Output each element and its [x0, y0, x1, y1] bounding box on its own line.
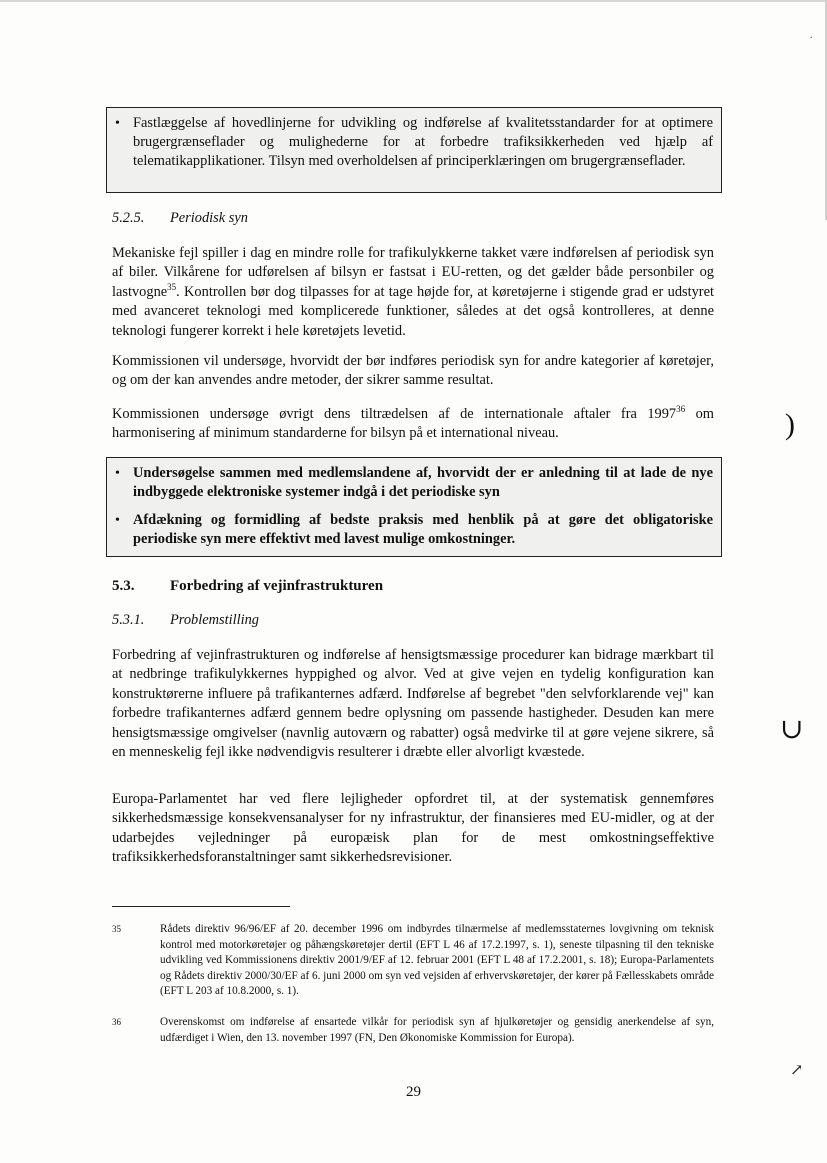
action-box-periodic-inspection	[106, 457, 722, 557]
footnote-36	[112, 1015, 714, 1046]
paragraph-commission-investigate: Kommissionen vil undersøge, hvorvidt der bør indføres periodisk syn for andre kategorier af køretøjer, og om der kan anvendes andre metoder, der sikrer samme resultat.	[112, 353, 714, 389]
action-box-telematics	[106, 107, 722, 193]
action-bullet-item	[115, 464, 713, 502]
paragraph-text: Mekaniske fejl spiller i dag en mindre rolle for trafikulykkerne takket være indførelsen af periodisk syn af biler. Vilkårene for udførelsen af bilsyn er fastsat i EU-retten, og det gælder både personbiler og lastvogne	[112, 245, 714, 300]
section-heading-5-3	[112, 578, 383, 595]
bullet-icon: •	[115, 513, 120, 528]
scan-mark-dot: .	[810, 30, 813, 41]
paragraph-text: . Kontrollen bør dog tilpasses for at tage højde for, at køretøjerne i stigende grad er udstyret med avanceret teknologi med komplicerede funktioner, således at det også kontrolleres, at denne teknologi fungerer korrekt i hele køretøjets levetid.	[112, 283, 714, 339]
paragraph-text: om harmonisering af minimum standarderne for bilsyn på et international niveau.	[112, 406, 714, 442]
footnote-number: 35	[112, 924, 121, 934]
paragraph-road-infrastructure: Forbedring af vejinfrastrukturen og indførelse af hensigtsmæssige procedurer kan bidrage mærkbart til at nedbringe trafikulykkernes hyppighed og alvor. Ved at give vejen en tydelig konfiguration kan konstruktørerne influere på trafikanternes adfærd. Indførelse af begrebet "den selvforklarende vej" kan forbedre trafikanternes adfærd gennem bedre oplysning om passende hastigheder. Desuden kan mere hensigtsmæssige omgivelser (navnlig autoværn og rabatter) også medvirke til at gøre vejene sikrere, så en menneskelig fejl ikke nødvendigvis resulterer i dræbte eller alvorligt kvæstede.	[112, 647, 714, 761]
footnote-ref-36[interactable]: 36	[676, 404, 686, 415]
footnote-ref-35[interactable]: 35	[167, 282, 177, 293]
subsection-number: 5.2.5.	[112, 210, 145, 226]
action-bullet-text: Fastlæggelse af hovedlinjerne for udvikling og indførelse af kvalitetsstandarder for at optimere brugergrænseflader og mulighederne for at forbedre trafiksikkerheden ved hjælp af telematikapplikationer. Tilsyn med overholdelsen af principerklæringen om brugergrænseflader.	[133, 115, 713, 169]
subsection-title: Periodisk syn	[170, 210, 248, 226]
action-bullet-item	[115, 114, 713, 171]
paragraph-european-parliament: Europa-Parlamentet har ved flere lejligheder opfordret til, at der systematisk gennemføres sikkerhedsmæssige konsekvensanalyser for ny infrastruktur, der finansieres med EU-midler, og at der udarbejdes vejledninger på europæisk plan for de mest omkostningseffektive trafiksikkerhedsforanstaltninger samt sikkerhedsrevisioner.	[112, 791, 714, 866]
scan-edge-top	[0, 0, 827, 2]
action-bullet-item	[115, 511, 713, 549]
corner-scribble-mark: ↗	[790, 1062, 804, 1079]
page-number: 29	[406, 1084, 421, 1100]
bullet-icon: •	[115, 466, 120, 481]
subsection-number: 5.3.1.	[112, 612, 145, 628]
bullet-icon: •	[115, 116, 120, 131]
punch-hole-mark-top: )	[785, 408, 795, 441]
punch-hole-mark-bottom: ∪	[780, 714, 804, 745]
subsection-title: Problemstilling	[170, 612, 260, 628]
section-number: 5.3.	[112, 578, 135, 594]
paragraph-international-agreements	[112, 405, 714, 444]
action-bullet-text: Afdækning og formidling af bedste praksis med henblik på at gøre det obligatoriske periodiske syn mere effektivt med lavest mulige omkostninger.	[133, 512, 713, 547]
paragraph-periodic-inspection	[112, 244, 714, 341]
footnote-text: Rådets direktiv 96/96/EF af 20. december 1996 om indbyrdes tilnærmelse af medlemsstaternes lovgivning om teknisk kontrol med motorkøretøjer og påhængskøretøjer dertil (EFT L 46 af 17.2.1997, s. 1), seneste tilpasning til den tekniske udvikling ved Kommissionens direktiv 2001/9/EF af 12. februar 2001 (EFT L 48 af 17.2.2001, s. 18); Europa-Parlamentets og Rådets direktiv 2000/30/EF af 6. juni 2000 om syn ved vejsiden af erhvervskøretøjer, der kører på Fællesskabets område (EFT L 203 af 10.8.2000, s. 1).	[160, 923, 714, 998]
subsection-heading-5-2-5	[112, 210, 248, 227]
footnote-number: 36	[112, 1017, 121, 1027]
footnote-35	[112, 922, 714, 1000]
footnote-text: Overenskomst om indførelse af ensartede vilkår for periodisk syn af hjulkøretøjer og gensidig anerkendelse af syn, udfærdiget i Wien, den 13. november 1997 (FN, Den Økonomiske Kommission for Europa).	[160, 1016, 714, 1044]
footnote-separator	[112, 906, 290, 907]
subsection-heading-5-3-1	[112, 612, 259, 629]
paragraph-text: Kommissionen undersøge øvrigt dens tiltrædelsen af de internationale aftaler fra 1997	[112, 406, 677, 422]
action-bullet-text: Undersøgelse sammen med medlemslandene af, hvorvidt der er anledning til at lade de nye indbyggede elektroniske systemer indgå i det periodiske syn	[133, 465, 713, 500]
section-title: Forbedring af vejinfrastrukturen	[170, 578, 384, 594]
